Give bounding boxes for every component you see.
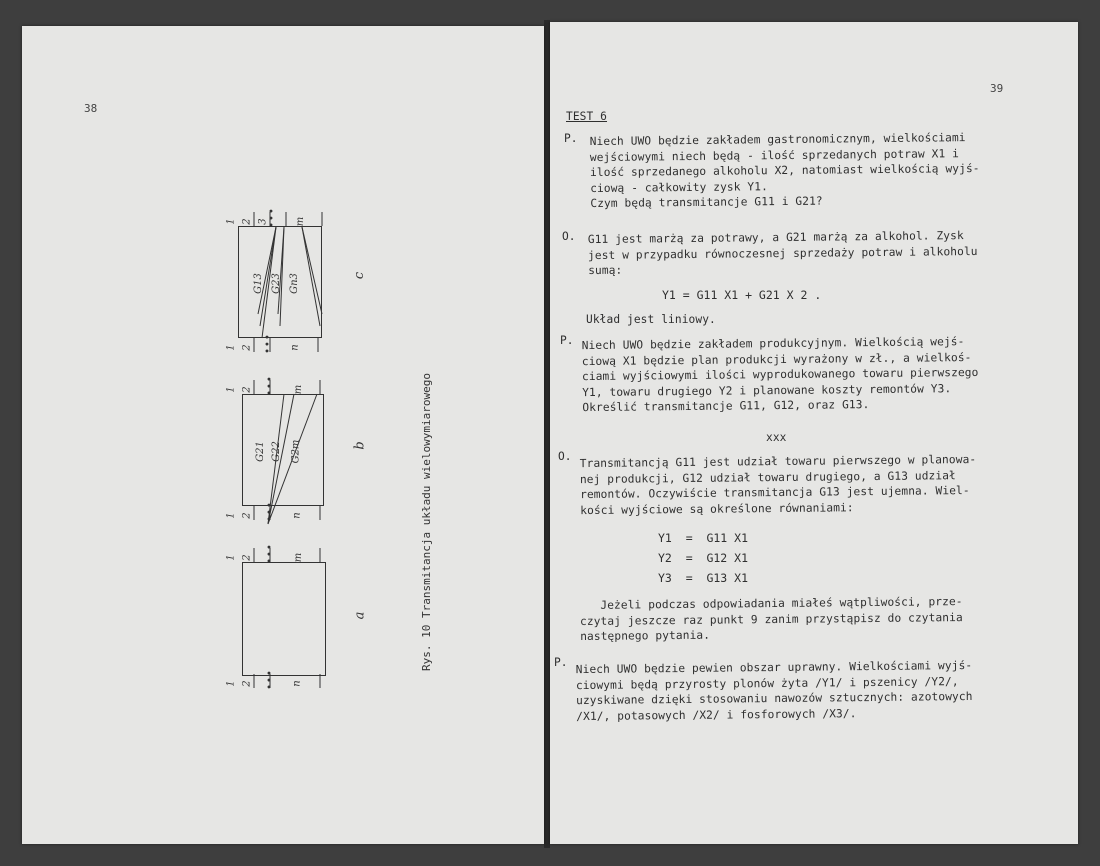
panel-c-out-m: m (295, 216, 307, 227)
panel-c-out-1: 1 (225, 218, 237, 225)
panel-c-out-dots: ••• (266, 207, 278, 228)
panel-a-in-1: 1 (225, 680, 237, 687)
panel-b-in-2: 2 (241, 512, 253, 519)
transmittance-gn3: Gn3 (288, 273, 300, 294)
panel-a-box (242, 562, 326, 676)
panel-b-out-2: 2 (241, 386, 253, 393)
test-heading: TEST 6 (566, 110, 608, 123)
panel-label-b: b (352, 441, 368, 450)
panel-a-in-2: 2 (241, 680, 253, 687)
panel-b-in-dots: ••• (264, 501, 276, 522)
panel-label-a: a (352, 611, 368, 620)
panel-b-out-1: 1 (225, 386, 237, 393)
transmittance-g23: G23 (270, 273, 282, 294)
figure-caption: Rys. 10 Transmitancja układu wielowymiarowego (420, 372, 433, 671)
panel-a-out-1: 1 (225, 554, 237, 561)
panel-a-in-n: n (291, 680, 303, 687)
panel-c-out-2: 2 (241, 218, 253, 225)
panel-a-in-dots: ••• (264, 669, 276, 690)
transmittance-g13: G13 (252, 273, 264, 294)
panel-label-c: c (352, 271, 368, 280)
block-1-tag: P. (564, 132, 578, 145)
panel-a-out-m: m (293, 552, 305, 563)
separator-xxx: xxx (766, 431, 787, 444)
block-6-tag: P. (554, 656, 568, 669)
right-page (550, 22, 1078, 844)
transmittance-g21: G21 (254, 441, 266, 462)
block-2-tag: O. (562, 230, 576, 243)
panel-a-out-2: 2 (241, 554, 253, 561)
page-number-right: 39 (990, 82, 1004, 95)
panel-b-out-dots: ••• (264, 375, 276, 396)
panel-c-in-1: 1 (225, 344, 237, 351)
panel-b-in-1: 1 (225, 512, 237, 519)
reminder-text: Jeżeli podczas odpowiadania miałeś wątpliwości, prze- czytaj jeszcze raz punkt 9 zanim przystąpisz do czytania następnego pytania. (579, 594, 963, 644)
panel-c-in-n: n (289, 344, 301, 351)
equation-zysk: Y1 = G11 X1 + G21 X 2 . (662, 288, 822, 302)
block-2-text: G11 jest marżą za potrawy, a G21 marżą za alkohol. Zysk jest w przypadku równoczesnej sprzedaży potraw i alkoholu sumą: (587, 229, 978, 278)
panel-b-out-m: m (293, 384, 305, 395)
panel-c-out-3: 3 (257, 218, 269, 225)
block-3-text: Niech UWO będzie zakładem produkcyjnym. Wielkością wejś- ciową X1 będzie plan produkcji wyrażony w zł., a wielkoś- ciami wyjściowymi ilości wyprodukowanego towaru pierwszego Y1, towaru drugiego Y2 i planowane koszty remontów Y3. Określić transmitancje G11, G12, oraz G13. (581, 335, 979, 415)
block-6-text: Niech UWO będzie pewien obszar uprawny. Wielkościami wyjś- ciowymi będą przyrosty plonów żyta /Y1/ i pszenicy /Y2/, uzyskiwane dzięki stosowaniu nawozów sztucznych: azotowych /X1/, potasowych /X2/ i fosforowych /X3/. (575, 658, 973, 723)
panel-c-in-dots: ••• (262, 333, 274, 354)
block-4-text: Transmitancją G11 jest udział towaru pierwszego w planowa- nej produkcji, G12 udział towaru drugiego, a G13 udział remontów. Oczywiście transmitancja G13 jest ujemna. Wiel- kości wyjściowe są określone równaniami: (579, 452, 977, 517)
panel-b-in-n: n (291, 512, 303, 519)
transmittance-g22: G22 (270, 441, 282, 462)
equations-block: Y1 = G11 X1 Y2 = G12 X1 Y3 = G13 X1 (658, 531, 749, 585)
panel-c-in-2: 2 (241, 344, 253, 351)
page-number-left: 38 (84, 102, 98, 115)
transmittance-g2m: G2m (290, 439, 302, 464)
panel-a-out-dots: ••• (264, 543, 276, 564)
linear-note: Układ jest liniowy. (586, 313, 716, 326)
left-page (22, 26, 544, 844)
block-4-tag: O. (558, 450, 572, 463)
block-3-tag: P. (560, 334, 574, 347)
block-1-text: Niech UWO będzie zakładem gastronomicznym, wielkościami wejściowymi niech będą - ilość sprzedanych potraw X1 i ilość sprzedanego alkoholu X2, natomiast wielkością wyjś- ciową - całkowity zysk Y1. Czym będą transmitancje G11 i G21? (589, 131, 980, 211)
